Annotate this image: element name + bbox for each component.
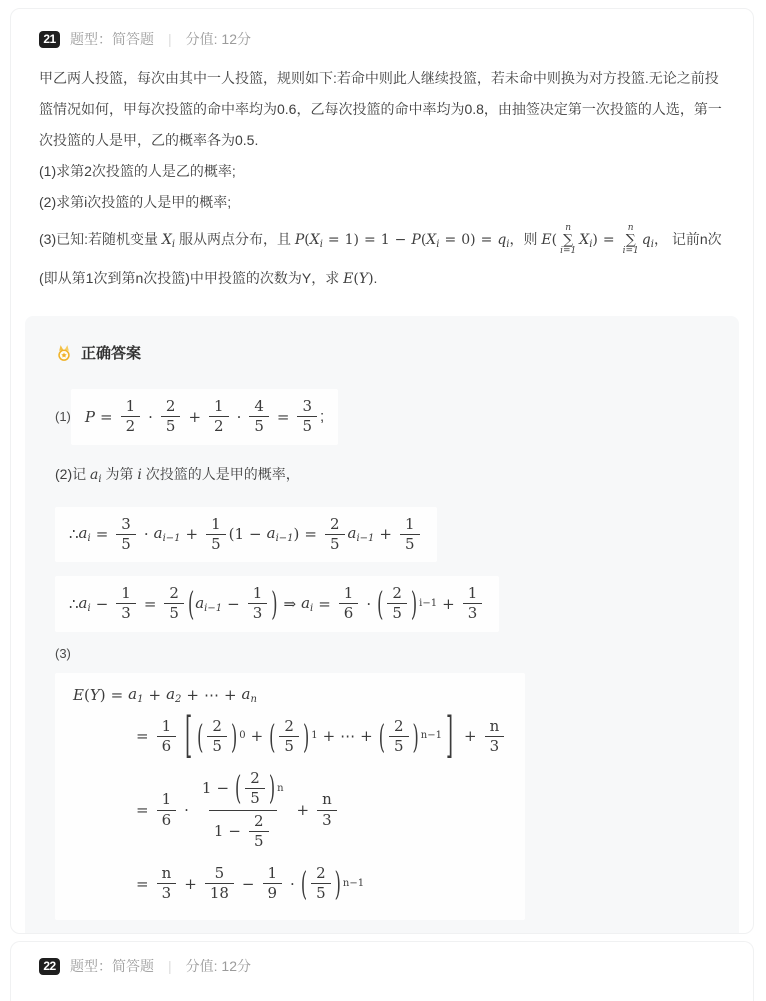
question-item-2: (2)求第i次投篮的人是甲的概率;	[39, 194, 232, 210]
question-header	[39, 29, 725, 49]
formula4-row-2: = $\frac{1}{6}$ [ ( 2 5 ) 0 + ( 2 5 ) 1 + ⋯ + ( 2 5 ) n−1 ] + $\frac{n}{3}$	[131, 717, 507, 757]
answer-line-1-prefix: (1)	[55, 409, 71, 425]
question-type-label: 题型：简答题	[70, 31, 154, 47]
medal-icon	[55, 344, 73, 362]
question-text-paragraph: 甲乙两人投篮，每次由其中一人投篮，规则如下:若命中则此人继续投篮，若未命中则换为对方投篮.无论之前投篮情况如何，甲每次投篮的命中率均为0.6，乙每次投篮的命中率均为0.8，由抽签决定第一次投篮的人选，第一次投篮的人是甲，乙的概率各为0.5.	[39, 70, 722, 148]
formula4-row-4: = $\frac{n}{3}$ + $\frac{5}{18}$ − $\frac{1}{9}$ · ( 2 5 ) n−1	[136, 864, 365, 904]
next-question-score-label: 分值: 12分	[185, 958, 251, 974]
formula-image-3: ∴ $a_i$ − $\frac{1}{3}$ = $\frac{2}{5}$ ( $a_{i-1}$ − $\frac{1}{3}$ ) ⇒ $a_i$ = $\frac{1}{6}$ · ( 2 5 ) i−1 + $\frac{1}{3}$	[55, 576, 499, 632]
next-question-type-label: 题型：简答题	[70, 958, 154, 974]
answer-part3-label: (3)	[55, 645, 71, 661]
answer-title: 正确答案	[81, 345, 142, 362]
formula-image-4	[55, 673, 525, 920]
question-number-badge: 21	[39, 31, 60, 48]
question-score-label: 分值: 12分	[185, 31, 251, 47]
formula-image-2: ∴ $a_i$ = $\frac{3}{5}$ · $a_{i-1}$ + $\frac{1}{5}$ (1 − $a_{i-1}$ ) = $\frac{2}{5}$ $a_{i-1}$ + $\frac{1}{5}$	[55, 507, 437, 563]
answer-panel	[25, 316, 739, 934]
header-divider: |	[168, 31, 172, 47]
answer-title-row	[55, 342, 709, 363]
question-item-1: (1)求第2次投篮的人是乙的概率;	[39, 163, 236, 179]
question-card-21	[10, 8, 754, 934]
next-header-divider: |	[168, 958, 172, 974]
formula-image-1: P = $\frac{1}{2}$ · 2 5 + $\frac{1}{2}$ · $\frac{4}{5}$ = $\frac{3}{5}$ ;	[71, 389, 338, 445]
formula4-row-3: = $\frac{1}{6}$ · 1 − ( 2 5 ) n 1 − $\frac{2}{5}$ + $\frac{n}{3}$	[131, 768, 507, 852]
question-card-22	[10, 941, 754, 1001]
next-question-header	[39, 956, 725, 976]
answer-line-2-intro: (2)记 $a_i$ 为第 i 次投篮的人是甲的概率，	[55, 465, 300, 485]
answer-line-1	[55, 389, 709, 445]
question-item-3: (3)已知:若随机变量 $X_i$ 服从两点分布，且 $P(X_i = 1) = 1 - P(X_i = 0) = q_i$，则 E( n ∑ i=1 $X_i$) = n ∑ i=1 $q_i$， 记前n次(即从第1次到第n次投篮)中甲投篮的次数为Y，求 E(Y).	[39, 223, 722, 287]
next-question-number-badge: 22	[39, 958, 60, 975]
formula4-row-1: E ( Y ) = $a_1$ + $a_2$ + ⋯ + $a_n$	[73, 684, 257, 705]
